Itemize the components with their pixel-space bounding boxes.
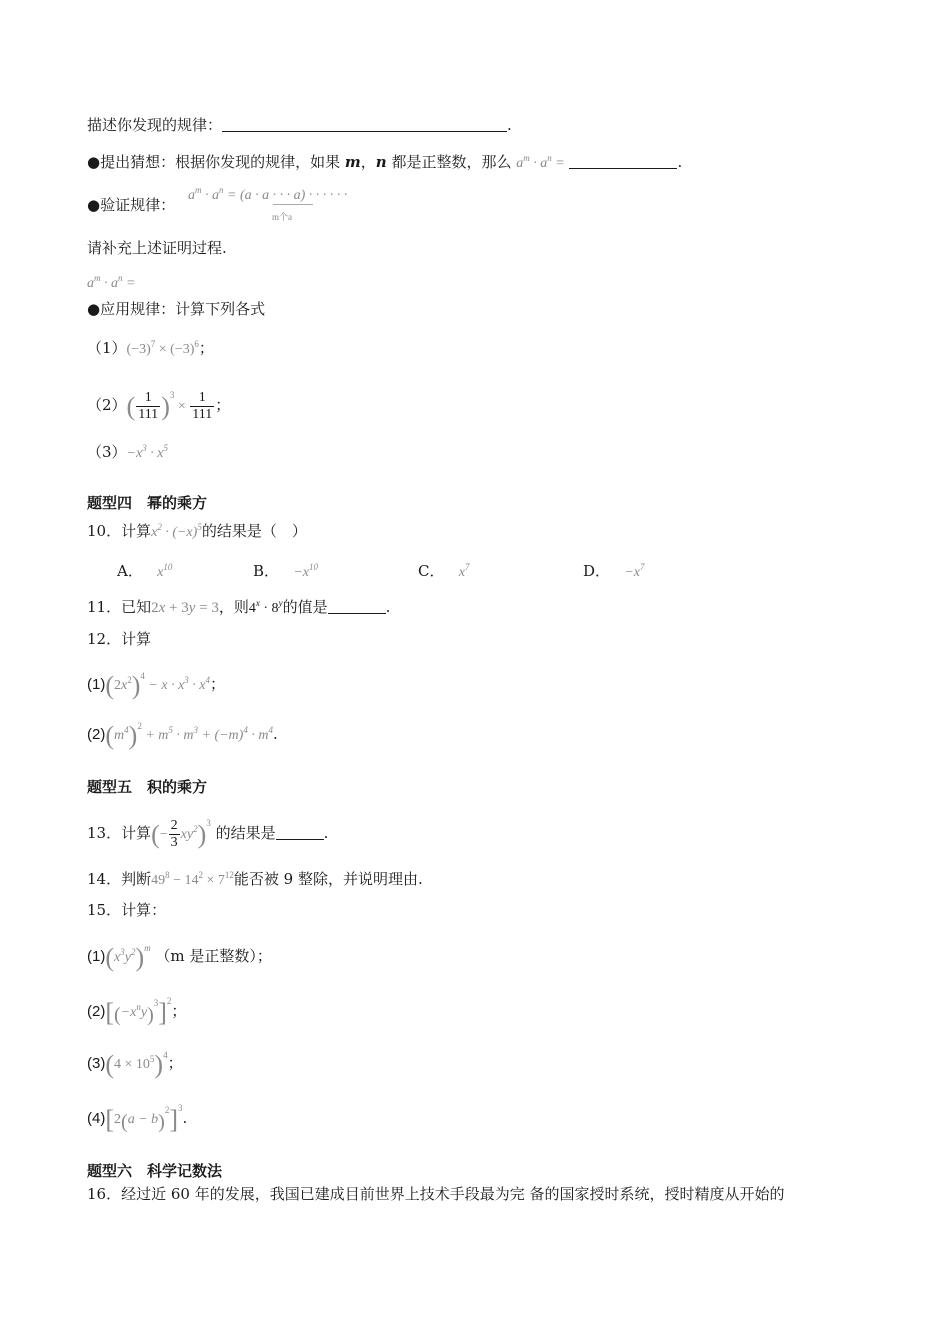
option-b[interactable]: B． $-x^{10}$ [253, 562, 319, 580]
option-d[interactable]: D． $-x^7$ [583, 562, 645, 580]
proof-start: $a^m \cdot a^n$ = [87, 273, 136, 291]
option-a[interactable]: A． $x^{10}$ [117, 562, 173, 580]
section-heading-5: 题型五 积的乘方 [87, 778, 208, 796]
apply-item-1: $(1)(-3)^7 \times (-3)^6$； [87, 339, 214, 357]
supplement-line: 请补充上述证明过程. [87, 239, 227, 257]
section-heading-4: 题型四 幂的乘方 [87, 494, 208, 512]
question-10: 10．计算$x^2 \cdot (-x)^5$的结果是（ ） [87, 522, 307, 540]
question-12-1: $(1)(2x^2)^4 - x \cdot x^3 \cdot x^4$； [87, 671, 226, 700]
describe-line: 描述你发现的规律： . [87, 116, 512, 134]
question-11: 11．已知2x + 3y = 3，则$4^x \cdot 8^y$的值是 . [87, 598, 391, 616]
section-heading-6: 题型六 科学记数法 [87, 1162, 223, 1180]
question-15-4: $(4)[2(a - b)^2]^3$. [87, 1103, 188, 1134]
question-15-1: $(1)(x^3y^2)^m$ （m 是正整数）； [87, 943, 272, 972]
answer-blank [328, 599, 386, 614]
apply-item-2: （2）( $\frac{1}{111}$ )$^3$ × $\frac{1}{111}$ ； [87, 389, 231, 422]
question-13: 13．计算(− $\frac{2}{3}$ $xy^2)^3$ 的结果是 . [87, 817, 329, 850]
verify-formula: $a^m \cdot a^n = (a \cdot a$ · · · a) · · · · · · m个a [188, 185, 348, 222]
question-15: 15．计算： [87, 901, 167, 919]
verify-line: ●验证规律： [87, 196, 176, 214]
question-12: 12．计算 [87, 630, 152, 648]
question-15-2: $(2)[(-x^ny)^3]^2$； [87, 996, 187, 1027]
option-c[interactable]: C． $x^7$ [418, 562, 470, 580]
question-14: 14．判断$49^8 - 14^2 \times 7^{12}$能否被 9 整除，并说明理由. [87, 870, 423, 888]
apply-item-3: $(3)-x^3 \cdot x^5$ [87, 443, 168, 461]
guess-line: ●提出猜想：根据你发现的规律，如果 m，n 都是正整数，那么 $a^m \cdot a^n$ = . [87, 153, 683, 171]
answer-blank [569, 154, 677, 169]
question-15-3: $(3)(4 \times 10^5)^4$； [87, 1050, 183, 1079]
answer-blank [276, 825, 324, 840]
answer-blank [222, 117, 507, 132]
apply-label: ●应用规律：计算下列各式 [87, 300, 266, 318]
question-12-2: $(2)(m^4)^2 + m^5 \cdot m^3 + (-m)^4 \cdot m^4$. [87, 721, 278, 750]
question-16: 16．经过近 60 年的发展，我国已建成目前世界上技术手段最为完 备的国家授时系统，授时精度从开始的 [87, 1185, 785, 1203]
formula-am-an: $a^m \cdot a^n$ = [516, 153, 565, 171]
